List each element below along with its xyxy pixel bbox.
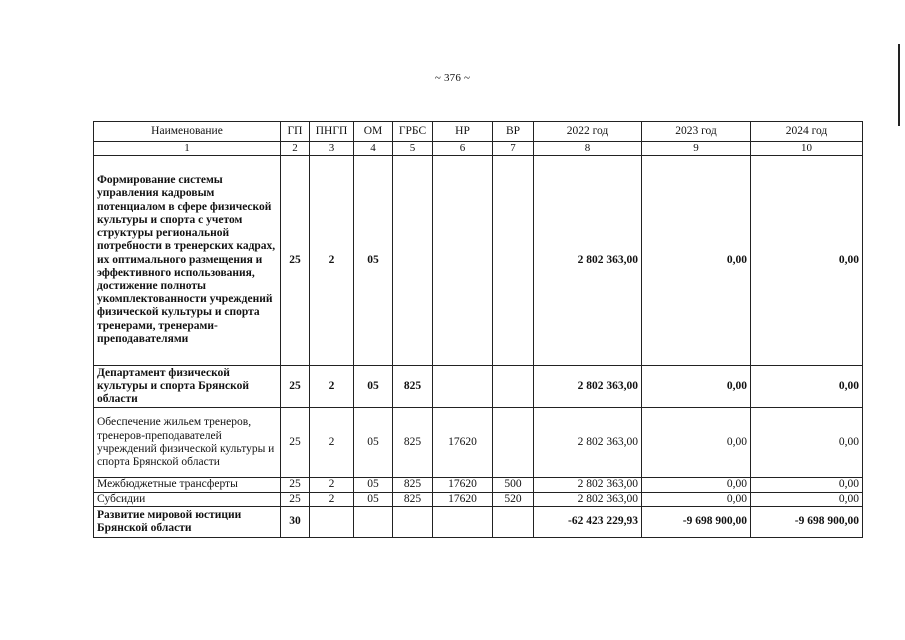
- cell-vr: [493, 506, 534, 537]
- cell-nr: 17620: [433, 478, 493, 492]
- cell-2024: 0,00: [751, 365, 863, 408]
- cell-nr: 17620: [433, 408, 493, 478]
- margin-mark: [898, 44, 900, 126]
- cell-2022: -62 423 229,93: [534, 506, 642, 537]
- column-number: 8: [534, 142, 642, 156]
- cell-gp: 25: [281, 478, 310, 492]
- column-number: 4: [354, 142, 393, 156]
- cell-pngp: 2: [310, 155, 354, 365]
- cell-om: 05: [354, 408, 393, 478]
- cell-2022: 2 802 363,00: [534, 365, 642, 408]
- cell-grbs: 825: [393, 478, 433, 492]
- cell-2022: 2 802 363,00: [534, 478, 642, 492]
- cell-om: 05: [354, 365, 393, 408]
- cell-grbs: 825: [393, 408, 433, 478]
- cell-2023: 0,00: [642, 365, 751, 408]
- cell-grbs: 825: [393, 365, 433, 408]
- table-row: [94, 155, 863, 365]
- cell-vr: [493, 408, 534, 478]
- cell-gp: 25: [281, 408, 310, 478]
- column-number: 9: [642, 142, 751, 156]
- cell-2022: 2 802 363,00: [534, 155, 642, 365]
- cell-2023: 0,00: [642, 478, 751, 492]
- cell-pngp: 2: [310, 365, 354, 408]
- header-om: ОМ: [354, 122, 393, 142]
- table-row: [94, 408, 863, 478]
- cell-om: 05: [354, 478, 393, 492]
- row-name: Обеспечение жильем тренеров, тренеров-преподавателей учреждений физической культуры и спорта Брянской области: [94, 408, 281, 478]
- cell-2024: -9 698 900,00: [751, 506, 863, 537]
- column-number: 3: [310, 142, 354, 156]
- row-name: Формирование системы управления кадровым потенциалом в сфере физической культуры и спорта с учетом структуры региональной потребности в тренерских кадрах, их оптимального размещения и эффективного использования, достижение полноты укомплектованности учреждений физической культуры и спорта тренерами, тренерами-преподавателями: [94, 155, 281, 365]
- cell-gp: 30: [281, 506, 310, 537]
- row-name: Развитие мировой юстиции Брянской области: [94, 506, 281, 537]
- cell-gp: 25: [281, 365, 310, 408]
- column-number: 2: [281, 142, 310, 156]
- header-vr: ВР: [493, 122, 534, 142]
- cell-nr: [433, 506, 493, 537]
- column-number: 5: [393, 142, 433, 156]
- column-number: 6: [433, 142, 493, 156]
- column-number-row: [94, 142, 863, 156]
- cell-nr: 17620: [433, 492, 493, 506]
- header-gp: ГП: [281, 122, 310, 142]
- cell-pngp: 2: [310, 492, 354, 506]
- header-name: Наименование: [94, 122, 281, 142]
- cell-2023: 0,00: [642, 408, 751, 478]
- row-name: Субсидии: [94, 492, 281, 506]
- table-row: [94, 365, 863, 408]
- cell-nr: [433, 155, 493, 365]
- cell-2022: 2 802 363,00: [534, 408, 642, 478]
- cell-vr: 500: [493, 478, 534, 492]
- cell-2022: 2 802 363,00: [534, 492, 642, 506]
- header-2023: 2023 год: [642, 122, 751, 142]
- table-row: [94, 492, 863, 506]
- header-2022: 2022 год: [534, 122, 642, 142]
- cell-2023: 0,00: [642, 155, 751, 365]
- header-grbs: ГРБС: [393, 122, 433, 142]
- cell-grbs: 825: [393, 492, 433, 506]
- budget-table: [93, 121, 863, 538]
- cell-grbs: [393, 155, 433, 365]
- cell-om: 05: [354, 492, 393, 506]
- cell-om: [354, 506, 393, 537]
- table-row: [94, 478, 863, 492]
- cell-om: 05: [354, 155, 393, 365]
- cell-pngp: 2: [310, 478, 354, 492]
- header-2024: 2024 год: [751, 122, 863, 142]
- cell-vr: [493, 155, 534, 365]
- table-row: [94, 506, 863, 537]
- row-name: Департамент физической культуры и спорта Брянской области: [94, 365, 281, 408]
- cell-2024: 0,00: [751, 478, 863, 492]
- column-number: 1: [94, 142, 281, 156]
- cell-vr: [493, 365, 534, 408]
- cell-2023: 0,00: [642, 492, 751, 506]
- page-number: ~ 376 ~: [434, 72, 471, 84]
- header-pngp: ПНГП: [310, 122, 354, 142]
- header-nr: НР: [433, 122, 493, 142]
- header-row: [94, 122, 863, 142]
- cell-grbs: [393, 506, 433, 537]
- cell-pngp: 2: [310, 408, 354, 478]
- cell-pngp: [310, 506, 354, 537]
- cell-gp: 25: [281, 492, 310, 506]
- cell-2024: 0,00: [751, 408, 863, 478]
- column-number: 7: [493, 142, 534, 156]
- cell-gp: 25: [281, 155, 310, 365]
- cell-2023: -9 698 900,00: [642, 506, 751, 537]
- column-number: 10: [751, 142, 863, 156]
- cell-2024: 0,00: [751, 155, 863, 365]
- row-name: Межбюджетные трансферты: [94, 478, 281, 492]
- cell-vr: 520: [493, 492, 534, 506]
- cell-nr: [433, 365, 493, 408]
- cell-2024: 0,00: [751, 492, 863, 506]
